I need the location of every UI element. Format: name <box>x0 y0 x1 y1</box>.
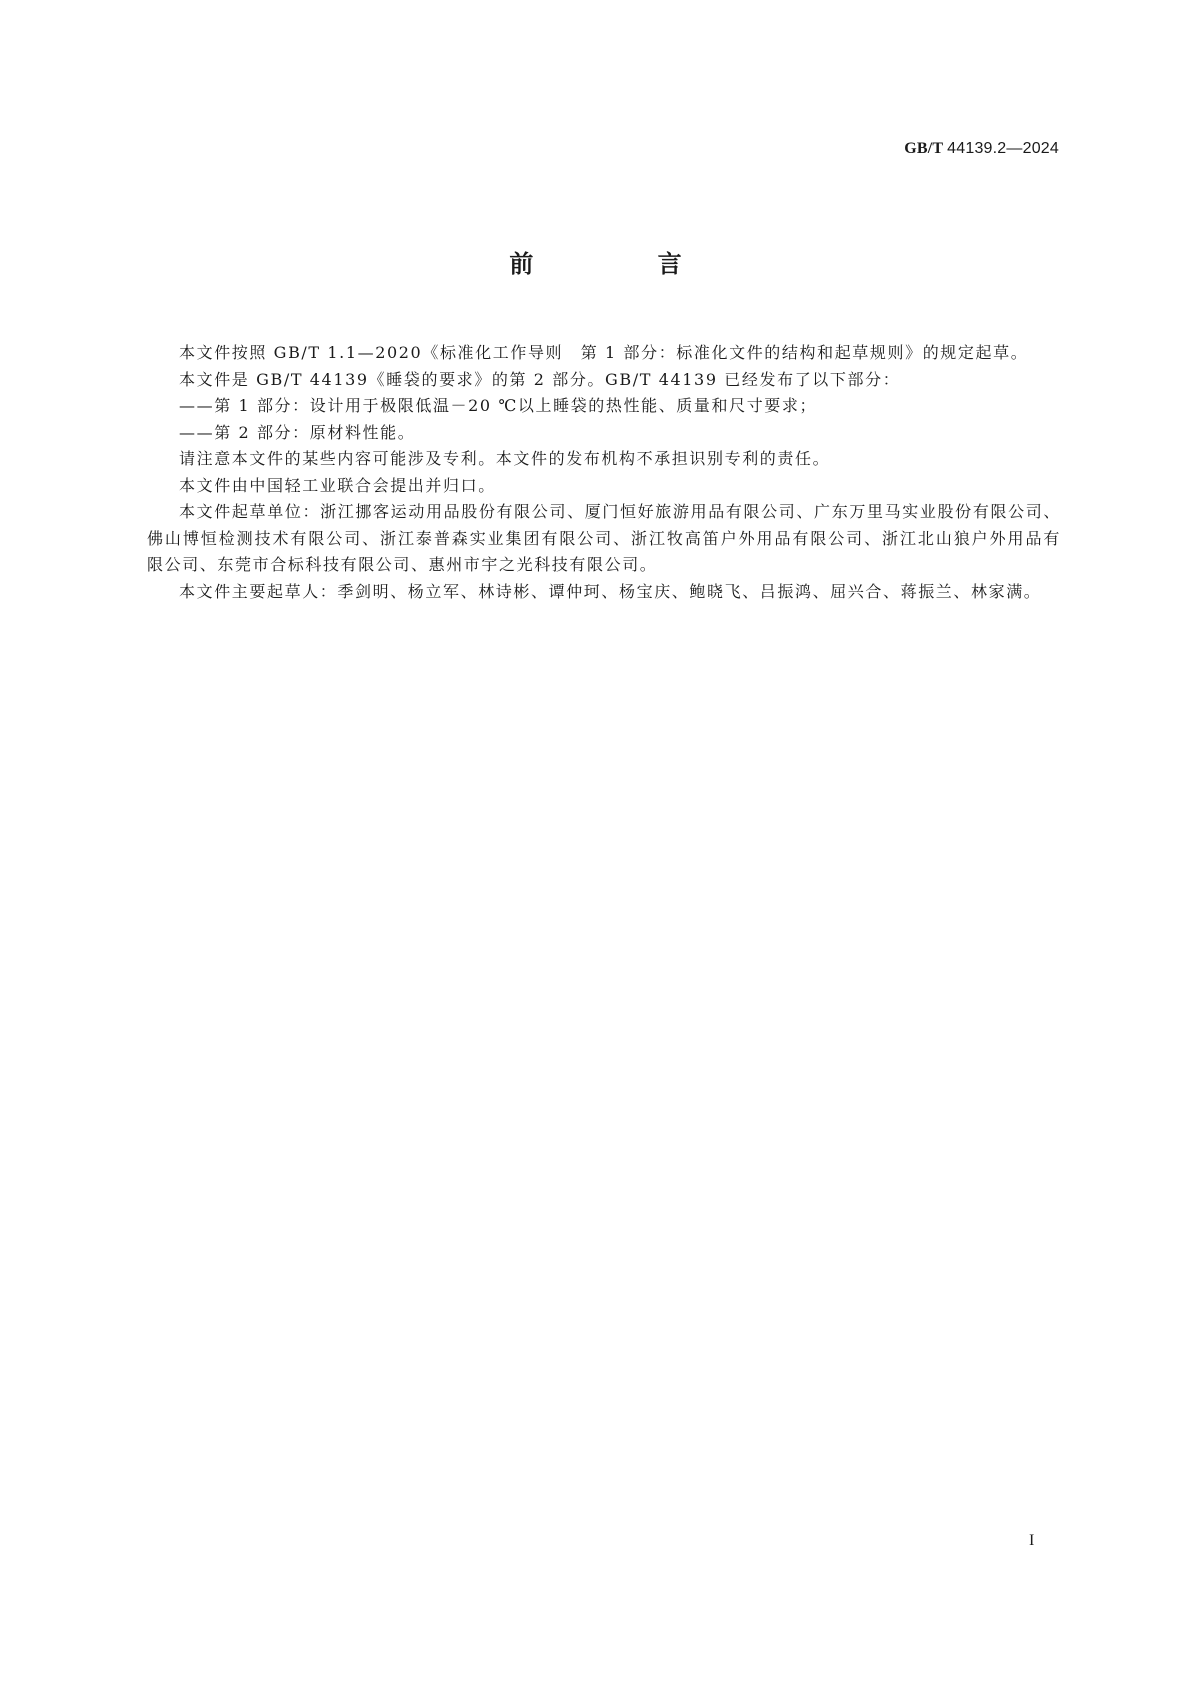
paragraph-drafting-rules: 本文件按照 GB/T 1.1—2020《标准化工作导则 第 1 部分：标准化文件的结构和起草规则》的规定起草。 <box>179 343 1029 362</box>
paragraph-part-info: 本文件是 GB/T 44139《睡袋的要求》的第 2 部分。GB/T 44139 已经发布了以下部分： <box>179 369 901 389</box>
foreword-body <box>147 340 1061 605</box>
paragraph-patent-notice: 请注意本文件的某些内容可能涉及专利。本文件的发布机构不承担识别专利的责任。 <box>179 449 831 468</box>
list-item-part-1: ——第 1 部分：设计用于极限低温－20 ℃以上睡袋的热性能、质量和尺寸要求； <box>179 396 818 415</box>
paragraph-drafters: 本文件主要起草人：季剑明、杨立军、林诗彬、谭仲珂、杨宝庆、鲍晓飞、吕振鸿、屈兴合、蒋振兰、林家满。 <box>179 581 1042 601</box>
page-number: I <box>1029 1532 1035 1549</box>
paragraph-drafting-organizations: 本文件起草单位：浙江挪客运动用品股份有限公司、厦门恒好旅游用品有限公司、广东万里马实业股份有限公司、佛山博恒检测技术有限公司、浙江泰普森实业集团有限公司、浙江牧高笛户外用品有限公司、浙江北山狼户外用品有限公司、东莞市合标科技有限公司、惠州市宇之光科技有限公司。 <box>147 502 1061 574</box>
standard-number: 44139.2—2024 <box>947 140 1059 157</box>
standard-code <box>904 140 1059 158</box>
standard-prefix: GB/T <box>904 140 943 157</box>
paragraph-proposer: 本文件由中国轻工业联合会提出并归口。 <box>179 475 496 495</box>
list-item-part-2: ——第 2 部分：原材料性能。 <box>179 422 416 442</box>
page-title: 前 言 <box>509 250 740 278</box>
